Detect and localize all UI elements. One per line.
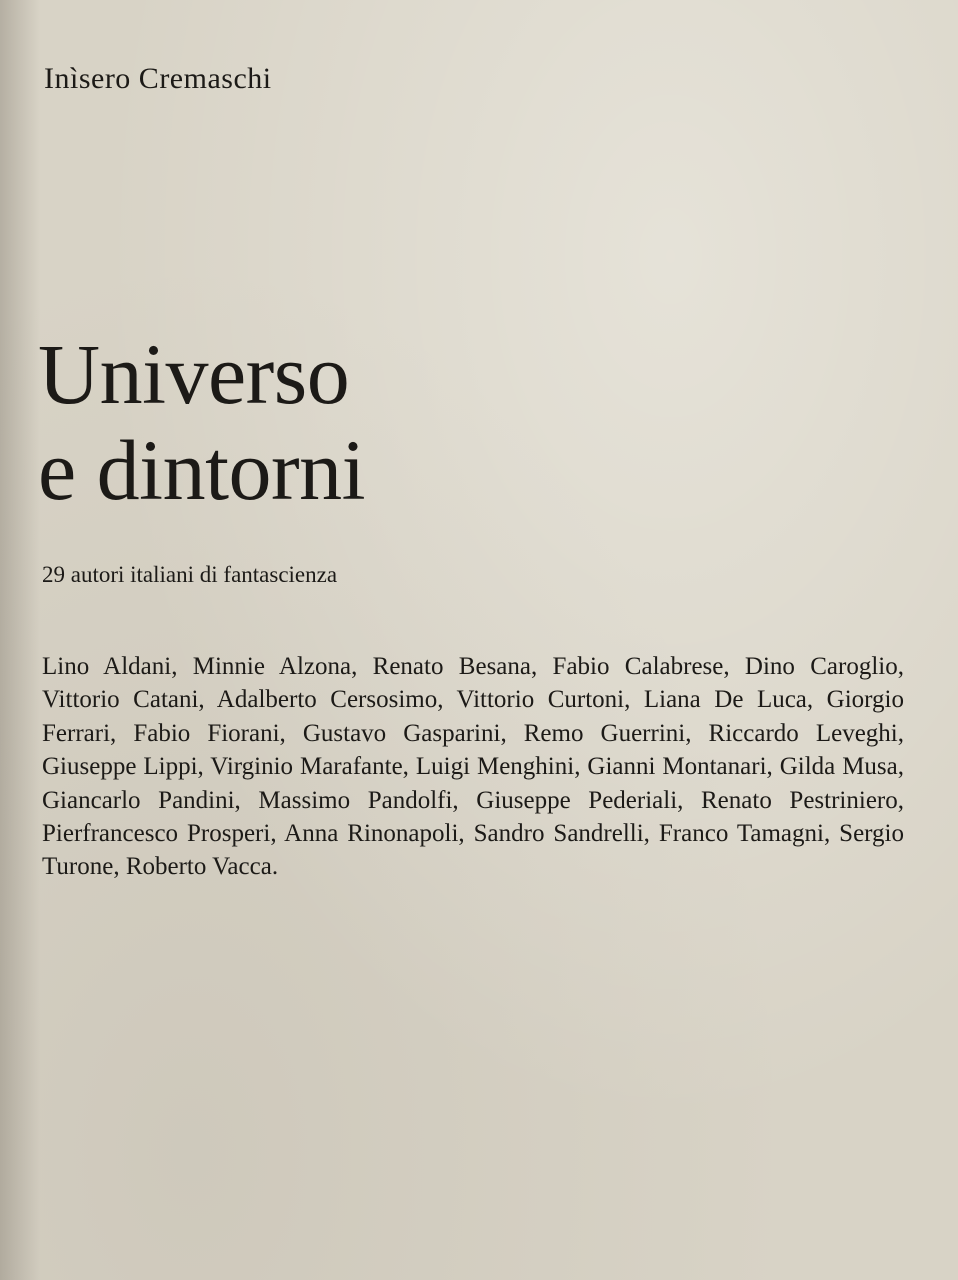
title-line-1: Universo (38, 326, 350, 422)
author-name: Inìsero Cremaschi (44, 62, 272, 95)
contributors-list: Lino Aldani, Minnie Alzona, Renato Besana, Fabio Calabrese, Dino Caroglio, Vittorio Catani, Adalberto Cersosimo, Vittorio Curtoni, Liana De Luca, Giorgio Ferrari, Fabio Fiorani, Gustavo Gasparini, Remo Guerrini, Riccardo Leveghi, Giuseppe Lippi, Virginio Marafante, Luigi Menghini, Gianni Montanari, Gilda Musa, Giancarlo Pandini, Massimo Pandolfi, Giuseppe Pederiali, Renato Pestriniero, Pierfrancesco Prosperi, Anna Rinonapoli, Sandro Sandrelli, Franco Tamagni, Sergio Turone, Roberto Vacca. (42, 653, 904, 881)
title-line-2: e dintorni (38, 422, 365, 518)
book-subtitle: 29 autori italiani di fantascienza (42, 562, 338, 587)
book-title (38, 326, 365, 518)
